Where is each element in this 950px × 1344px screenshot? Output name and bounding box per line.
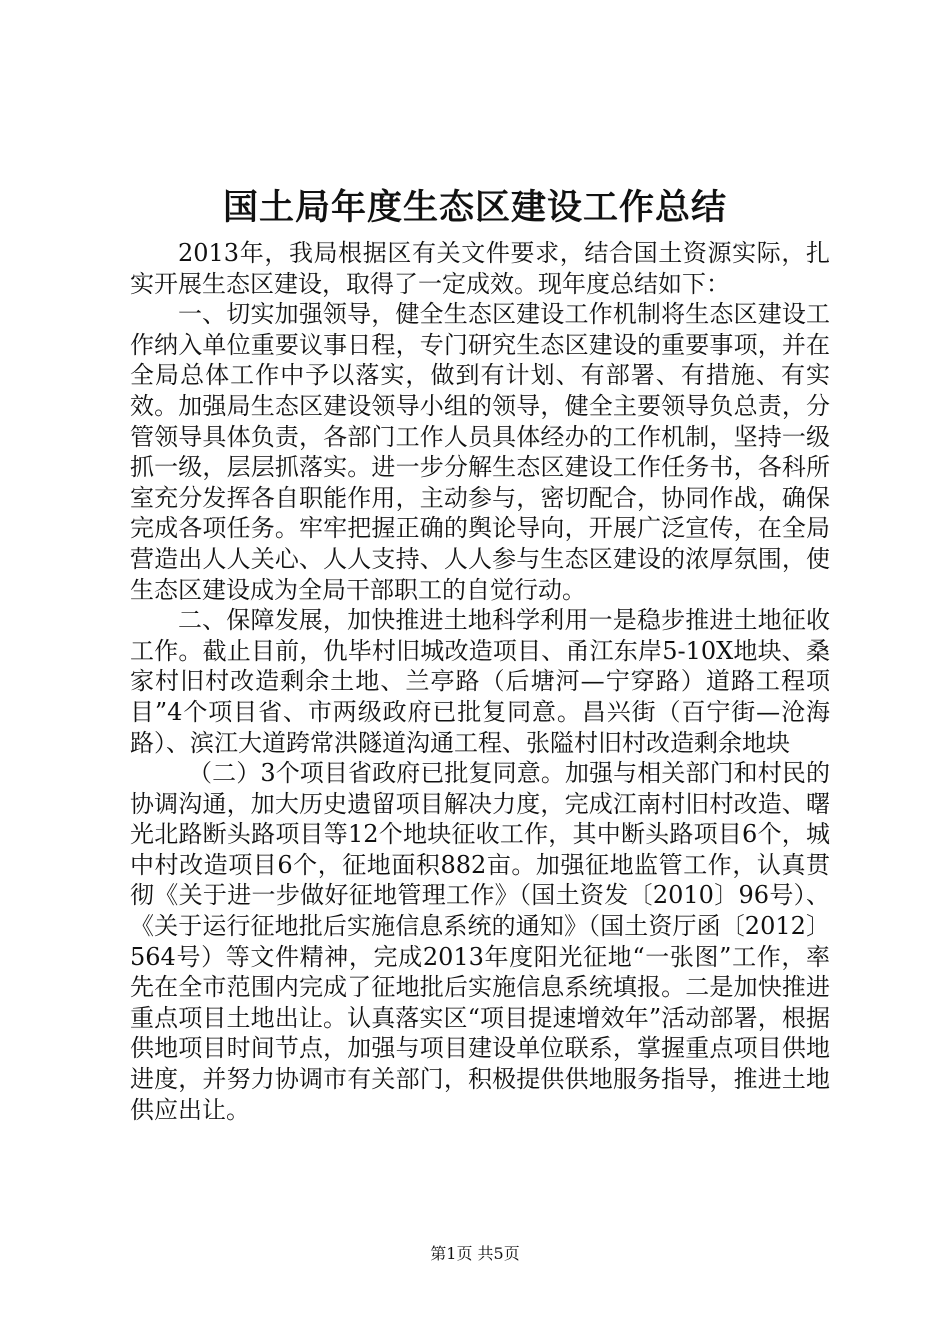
document-title: 国土局年度生态区建设工作总结 <box>222 187 727 228</box>
page-footer: 第1页 共5页 <box>430 1244 520 1263</box>
paragraph-intro: 2013年，我局根据区有关文件要求，结合国土资源实际，扎实开展生态区建设，取得了一定成效。现年度总结如下： <box>130 239 830 298</box>
paragraph-section-two: 二、保障发展，加快推进土地科学利用一是稳步推进土地征收工作。截止目前，仇毕村旧城改造项目、甬江东岸5-10X地块、桑家村旧村改造剩余土地、兰亭路（后塘河—宁穿路）道路工程项目”4个项目省、市两级政府已批复同意。昌兴街（百宁街—沧海路）、滨江大道跨常洪隧道沟通工程、张隘村旧村改造剩余地块 <box>130 606 830 757</box>
paragraph-section-one: 一、切实加强领导，健全生态区建设工作机制将生态区建设工作纳入单位重要议事日程，专门研究生态区建设的重要事项，并在全局总体工作中予以落实，做到有计划、有部署、有措施、有实效。加强局生态区建设领导小组的领导，健全主要领导负总责，分管领导具体负责，各部门工作人员具体经办的工作机制，坚持一级抓一级，层层抓落实。进一步分解生态区建设工作任务书，各科所室充分发挥各自职能作用，主动参与，密切配合，协同作战，确保完成各项任务。牢牢把握正确的舆论导向，开展广泛宣传，在全局营造出人人关心、人人支持、人人参与生态区建设的浓厚氛围，使生态区建设成为全局干部职工的自觉行动。 <box>130 300 830 604</box>
document-body <box>130 238 830 1125</box>
paragraph-section-two-continued: （二）3个项目省政府已批复同意。加强与相关部门和村民的协调沟通，加大历史遗留项目解决力度，完成江南村旧村改造、曙光北路断头路项目等12个地块征收工作，其中断头路项目6个，城中村改造项目6个，征地面积882亩。加强征地监管工作，认真贯彻《关于进一步做好征地管理工作》（国土资发〔2010〕96号）、《关于运行征地批后实施信息系统的通知》（国土资厅函〔2012〕564号）等文件精神，完成2013年度阳光征地“一张图”工作，率先在全市范围内完成了征地批后实施信息系统填报。二是加快推进重点项目土地出让。认真落实区“项目提速增效年”活动部署，根据供地项目时间节点，加强与项目建设单位联系，掌握重点项目供地进度，并努力协调市有关部门，积极提供供地服务指导，推进土地供应出让。 <box>130 759 830 1124</box>
